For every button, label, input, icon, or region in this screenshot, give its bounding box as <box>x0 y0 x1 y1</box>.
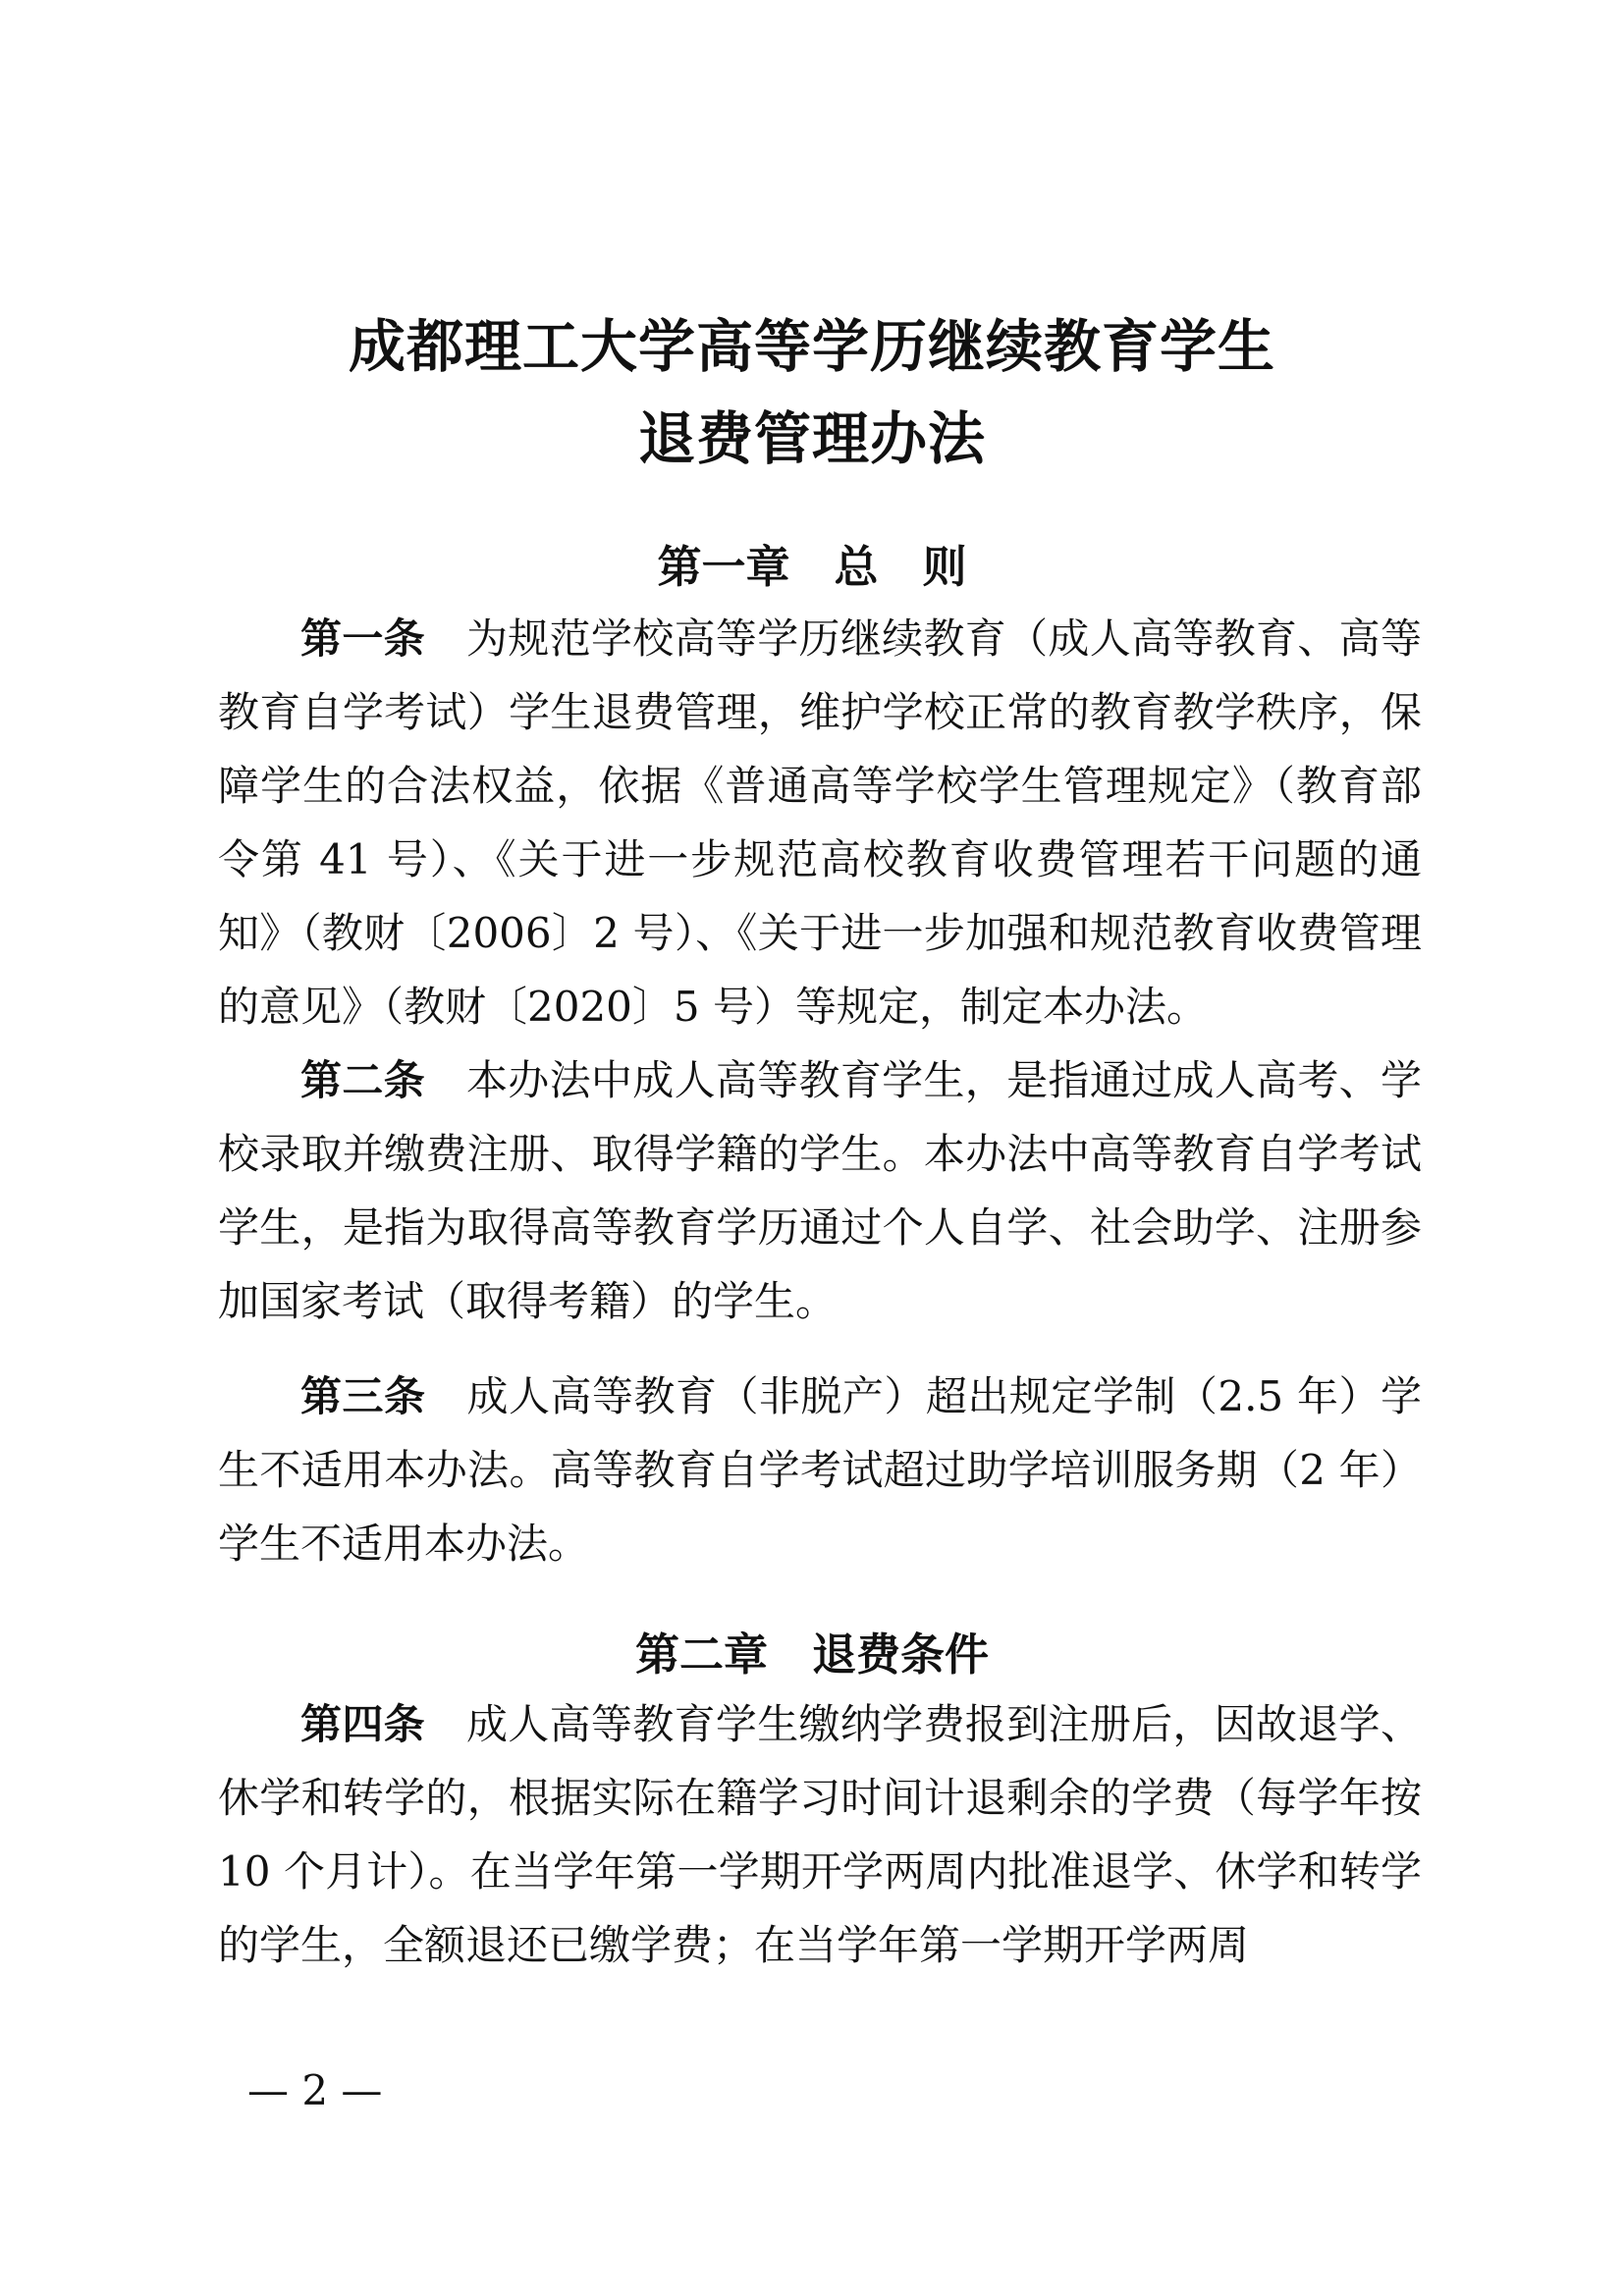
article-2-label: 第二条 <box>300 1056 425 1104</box>
article-1-label: 第一条 <box>300 614 425 663</box>
article-1-text: 为规范学校高等学历继续教育（成人高等教育、高等教育自学考试）学生退费管理，维护学校正常的教育教学秩序，保障学生的合法权益，依据《普通高等学校学生管理规定》（教育部令第 41 号）、《关于进一步规范高校教育收费管理若干问题的通知》（教财〔2006〕2 号）、《关于进一步加强和规范教育收费管理的意见》（教财〔2020〕5 号）等规定，制定本办法。 <box>218 614 1422 1031</box>
document-title-line2: 退费管理办法 <box>637 405 986 472</box>
article-3-label: 第三条 <box>300 1372 426 1420</box>
article-4-label: 第四条 <box>300 1700 425 1748</box>
article-3-text: 成人高等教育（非脱产）超出规定学制（2.5 年）学生不适用本办法。高等教育自学考试超过助学培训服务期（2 年）学生不适用本办法。 <box>218 1372 1422 1568</box>
document-title-line1: 成都理工大学高等学历继续教育学生 <box>348 313 1275 380</box>
article-2-text: 本办法中成人高等教育学生，是指通过成人高考、学校录取并缴费注册、取得学籍的学生。本办法中高等教育自学考试学生，是指为取得高等教育学历通过个人自学、社会助学、注册参加国家考试（取得考籍）的学生。 <box>218 1056 1422 1325</box>
article-2 <box>218 1043 1422 1338</box>
article-1 <box>218 602 1422 1043</box>
page-number: — 2 — <box>247 2066 383 2114</box>
article-4 <box>218 1687 1422 1982</box>
article-4-text: 成人高等教育学生缴纳学费报到注册后，因故退学、休学和转学的，根据实际在籍学习时间计退剩余的学费（每学年按 10 个月计）。在当学年第一学期开学两周内批准退学、休学和转学的学生，全额退还已缴学费；在当学年第一学期开学两周 <box>218 1700 1422 1969</box>
chapter-heading-refund-conditions: 第二章 退费条件 <box>634 1629 989 1681</box>
article-3 <box>218 1360 1422 1580</box>
chapter-heading-general: 第一章 总 则 <box>657 541 967 593</box>
